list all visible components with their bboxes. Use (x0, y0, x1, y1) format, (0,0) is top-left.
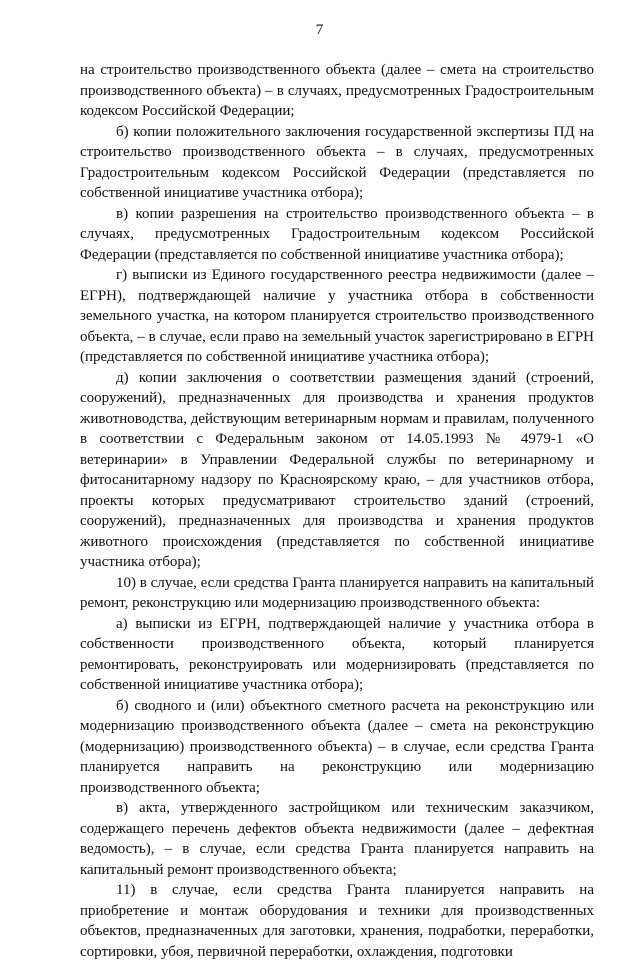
paragraph-item-10b: б) сводного и (или) объектного сметного расчета на реконструкцию или модернизацию производственного объекта (далее – смета на реконструкцию (модернизацию) производственного объекта) – в случае, если средства Гранта планируется направить на реконструкцию или модернизацию производственного объекта; (80, 697, 594, 796)
paragraph-item-10a: а) выписки из ЕГРН, подтверждающей наличие у участника отбора в собственности производственного объекта, который планируется ремонтировать, реконструировать или модернизировать (представляется по собственной инициативе участника отбора); (80, 615, 594, 693)
paragraph-continuation: на строительство производственного объекта (далее – смета на строительство производственного объекта) – в случаях, предусмотренных Градостроительным кодексом Российской Федерации; (80, 62, 594, 119)
paragraph-item-d: д) копии заключения о соответствии размещения зданий (строений, сооружений), предназначенных для производства и хранения продуктов животноводства, действующим ветеринарным нормам и правилам, полученного в соответствии с Федеральным законом от 14.05.1993 № 4979-1 «О ветеринарии» в Управлении Федеральной службы по ветеринарному и фитосанитарному надзору по Красноярскому краю, – для участников отбора, проекты которых предусматривают строительство зданий (строений, сооружений), предназначенных для производства и хранения продуктов животного происхождения (представляется по собственной инициативе участника отбора); (80, 369, 594, 570)
paragraph-item-10: 10) в случае, если средства Гранта планируется направить на капитальный ремонт, реконструкцию или модернизацию производственного объекта: (80, 574, 594, 611)
paragraph-item-b: б) копии положительного заключения государственной экспертизы ПД на строительство производственного объекта – в случаях, предусмотренных Градостроительным кодексом Российской Федерации (представляется по собственной инициативе участника отбора); (80, 123, 594, 201)
paragraph-item-11: 11) в случае, если средства Гранта планируется направить на приобретение и монтаж оборудования и техники для производственных объектов, предназначенных для заготовки, хранения, подработки, переработки, сортировки, убоя, первичной переработки, охлаждения, подготовки (80, 882, 594, 960)
document-body (80, 60, 594, 962)
paragraph-item-g: г) выписки из Единого государственного реестра недвижимости (далее – ЕГРН), подтверждающей наличие у участника отбора в собственности земельного участка, на котором планируется строительство производственного объекта, – в случае, если право на земельный участок зарегистрировано в ЕГРН (представляется по собственной инициативе участника отбора); (80, 267, 594, 365)
page-number: 7 (315, 22, 324, 38)
paragraph-item-v: в) копии разрешения на строительство производственного объекта – в случаях, предусмотренных Градостроительным кодексом Российской Федерации (представляется по собственной инициативе участника отбора); (80, 205, 594, 263)
paragraph-item-10v: в) акта, утвержденного застройщиком или техническим заказчиком, содержащего перечень дефектов объекта недвижимости (далее – дефектная ведомость), – в случае, если средства Гранта планируется направить на капитальный ремонт производственного объекта; (80, 800, 594, 878)
